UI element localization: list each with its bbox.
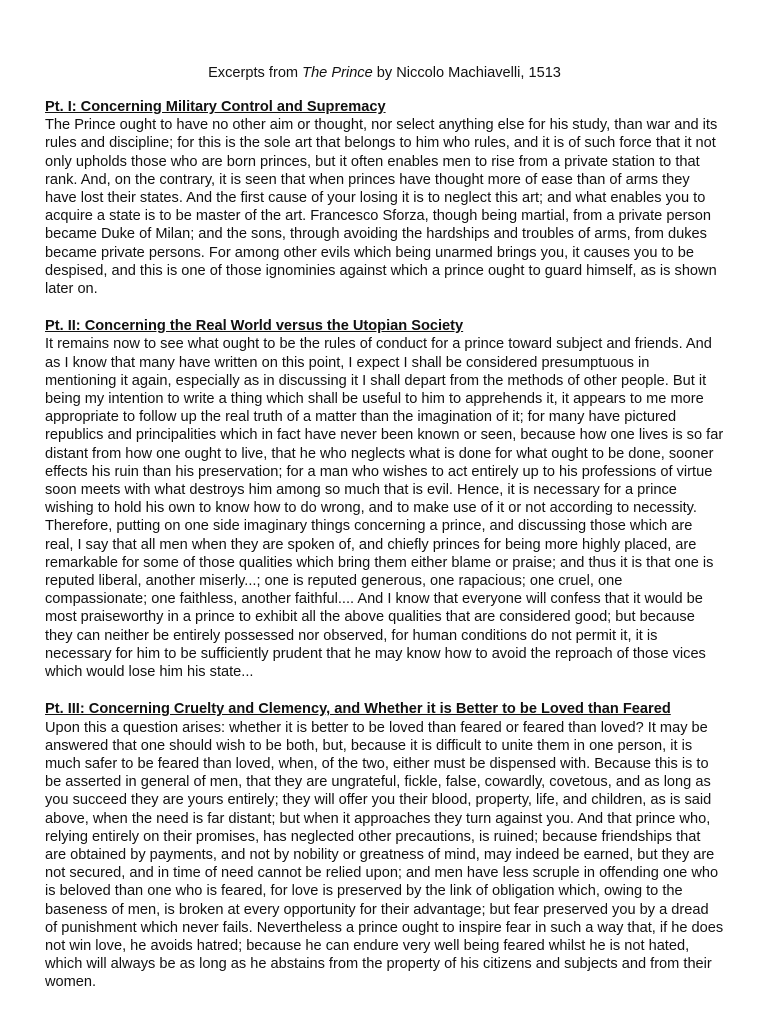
title-prefix: Excerpts from xyxy=(208,65,303,81)
section-body: Upon this a question arises: whether it is better to be loved than feared or feared than loved? It may be answered that one should wish to be both, but, because it is difficult to unite them in one person, it is much safer to be feared than loved, when, of the two, either must be dispensed with. Because this is to be asserted in general of men, that they are ungrateful, fickle, false, cowardly, covetous, and as long as you succeed they are yours entirely; they will offer you their blood, property, life, and children, as is said above, when the need is far distant; but when it approaches they turn against you. And that prince who, relying entirely on their promises, has neglected other precautions, is ruined; because friendships that are obtained by payments, and not by nobility or greatness of mind, may indeed be earned, but they are not secured, and in time of need cannot be relied upon; and men have less scruple in offending one who is beloved than one who is feared, for love is preserved by the link of obligation which, owing to the baseness of men, is broken at every opportunity for their advantage; but fear preserved you by a dread of punishment which never fails. Nevertheless a prince ought to inspire fear in such a way that, if he does not win love, he avoids hatred; because he can endure very well being feared whilst he is not hated, which will always be as long as he abstains from the property of his citizens and subjects and from their women. xyxy=(45,719,724,991)
section-heading: Pt. III: Concerning Cruelty and Clemency, and Whether it is Better to be Loved than Feared xyxy=(45,701,671,718)
section-heading: Pt. I: Concerning Military Control and Supremacy xyxy=(45,99,386,115)
section-part-2 xyxy=(45,317,724,681)
section-body: The Prince ought to have no other aim or thought, nor select anything else for his study, than war and its rules and discipline; for this is the sole art that belongs to him who rules, and it is of such force that it not only upholds those who are born princes, but it often enables men to rise from a private station to that rank. And, on the contrary, it is seen that when princes have thought more of ease than of arms they have lost their states. And the first cause of your losing it is to neglect this art; and what enables you to acquire a state is to be master of the art. Francesco Sforza, though being martial, from a private person became Duke of Milan; and the sons, through avoiding the hardships and troubles of arms, from dukes became private persons. For among other evils which being unarmed brings you, it causes you to be despised, and this is one of those ignominies against which a prince ought to guard himself, as is shown later on. xyxy=(45,117,718,298)
section-heading: Pt. II: Concerning the Real World versus the Utopian Society xyxy=(45,318,464,335)
section-body: It remains now to see what ought to be the rules of conduct for a prince toward subject and friends. And as I know that many have written on this point, I expect I shall be considered presumptuous in mentioning it again, especially as in discussing it I shall depart from the methods of other people. But it being my intention to write a thing which shall be useful to him to apprehends it, it appears to me more appropriate to follow up the real truth of a matter than the imagination of it; for many have pictured republics and principalities which in fact have never been known or seen, because how one lives is so far distant from how one ought to live, that he who neglects what is done for what ought to be done, sooner effects his ruin than his preservation; for a man who wishes to act entirely up to his professions of virtue soon meets with what destroys him among so much that is evil. Hence, it is necessary for a prince wishing to hold his own to know how to do wrong, and to make use of it or not according to necessity. Therefore, putting on one side imaginary things concerning a prince, and discussing those which are real, I say that all men when they are spoken of, and chiefly princes for being more highly placed, are remarkable for some of those qualities which bring them either blame or praise; and thus it is that one is reputed liberal, another miserly...; one is reputed generous, one rapacious; one cruel, one compassionate; one faithless, another faithful.... And I know that everyone will confess that it would be most praiseworthy in a prince to exhibit all the above qualities that are considered good; but because they can neither be entirely possessed nor observed, for human conditions do not permit it, it is necessary for him to be sufficiently prudent that he may know how to avoid the reproach of those vices which would lose him his state... xyxy=(45,336,724,681)
section-part-3 xyxy=(45,700,724,991)
document-title xyxy=(45,64,724,83)
title-suffix: by Niccolo Machiavelli, 1513 xyxy=(372,65,561,81)
title-book-name: The Prince xyxy=(302,65,373,81)
section-part-1 xyxy=(45,98,724,298)
